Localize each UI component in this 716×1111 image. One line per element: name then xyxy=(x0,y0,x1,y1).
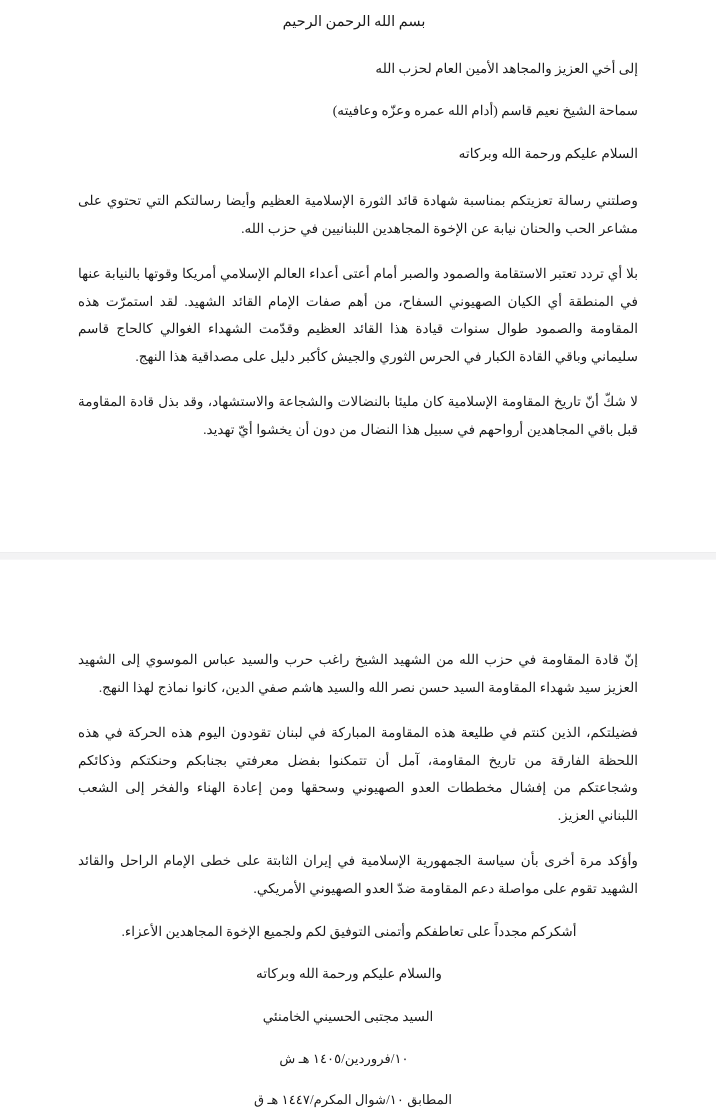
salutation-line-2: سماحة الشيخ نعيم قاسم (أدام الله عمره وعزّه وعافيته) xyxy=(332,103,638,119)
body-paragraph-6: وأؤكد مرة أخرى بأن سياسة الجمهورية الإسلامية في إيران الثابتة على خطى الإمام الراحل والقائد الشهيد تقوم على مواصلة دعم المقاومة ضدّ العدو الصهيوني الأمريكي. xyxy=(78,853,638,897)
body-paragraph-3: لا شكّ أنّ تاريخ المقاومة الإسلامية كان مليئا بالنضالات والشجاعة والاستشهاد، وقد بذل قادة المقاومة قبل باقي المجاهدين أرواحهم في سبيل هذا النضال من دون أن يخشوا أيّ تهديد. xyxy=(78,394,638,437)
thanks-line: أشكركم مجدداً على تعاطفكم وأتمنى التوفيق لكم ولجميع الإخوة المجاهدين الأعزاء. xyxy=(121,923,577,939)
closing-greeting: والسلام عليكم ورحمة الله وبركاته xyxy=(256,966,442,982)
bismillah-heading: بسم الله الرحمن الرحيم xyxy=(282,14,426,30)
document-page-1 xyxy=(0,0,716,552)
page-separator xyxy=(0,552,716,560)
signature-name: السيد مجتبى الحسيني الخامنئي xyxy=(262,1008,434,1024)
page-two-top-margin xyxy=(78,560,638,646)
date-lunar-hijri: المطابق ١٠/شوال المكرم/١٤٤٧ هـ ق xyxy=(253,1091,453,1107)
body-paragraph-1: وصلتني رسالة تعزيتكم بمناسبة شهادة قائد الثورة الإسلامية العظيم وأيضا رسالتكم التي تحتوي على مشاعر الحب والحنان نيابة عن الإخوة المجاهدين اللبنانيين في حزب الله. xyxy=(78,192,638,236)
body-paragraph-5: فضيلتكم، الذين كنتم في طليعة هذه المقاومة المباركة في لبنان تقودون اليوم هذه الحركة في هذه اللحظة الفارقة من تاريخ المقاومة، آمل أن تتمكنوا بفضل معرفتي بجنابكم وحنكتكم وذكائكم وشجاعتكم من إفشال مخططات العدو الصهيوني وسحقها ومن إعادة الهناء والفخر إلى الشعب اللبناني العزيز. xyxy=(78,724,638,824)
salutation-line-3: السلام عليكم ورحمة الله وبركاته xyxy=(458,146,638,162)
document-page-2 xyxy=(0,560,716,1107)
salutation-line-1: إلى أخي العزيز والمجاهد الأمين العام لحزب الله xyxy=(375,60,638,76)
body-paragraph-4: إنّ قادة المقاومة في حزب الله من الشهيد الشيخ راغب حرب والسيد عباس الموسوي إلى الشهيد العزيز سيد شهداء المقاومة السيد حسن نصر الله والسيد هاشم صفي الدين، كانوا نماذج لهذا النهج. xyxy=(78,652,638,695)
date-solar-hijri: ١٠/فروردين/١٤٠٥ هـ ش xyxy=(279,1050,409,1066)
body-paragraph-2: بلا أي تردد تعتبر الاستقامة والصمود والصبر أمام أعتى أعداء العالم الإسلامي أمريكا وقوتها بالنيابة عنها في المنطقة أي الكيان الصهيوني السفاح، من أهم صفات الإمام القائد الشهيد. لقد استمرّت هذه المقاومة والصمود طوال سنوات قيادة هذا القائد العظيم وقدّمت الشهداء الغوالي كالحاج قاسم سليماني وباقي القادة الكبار في الحرس الثوري والجيش كأكبر دليل على مصداقية هذا النهج. xyxy=(78,265,638,365)
